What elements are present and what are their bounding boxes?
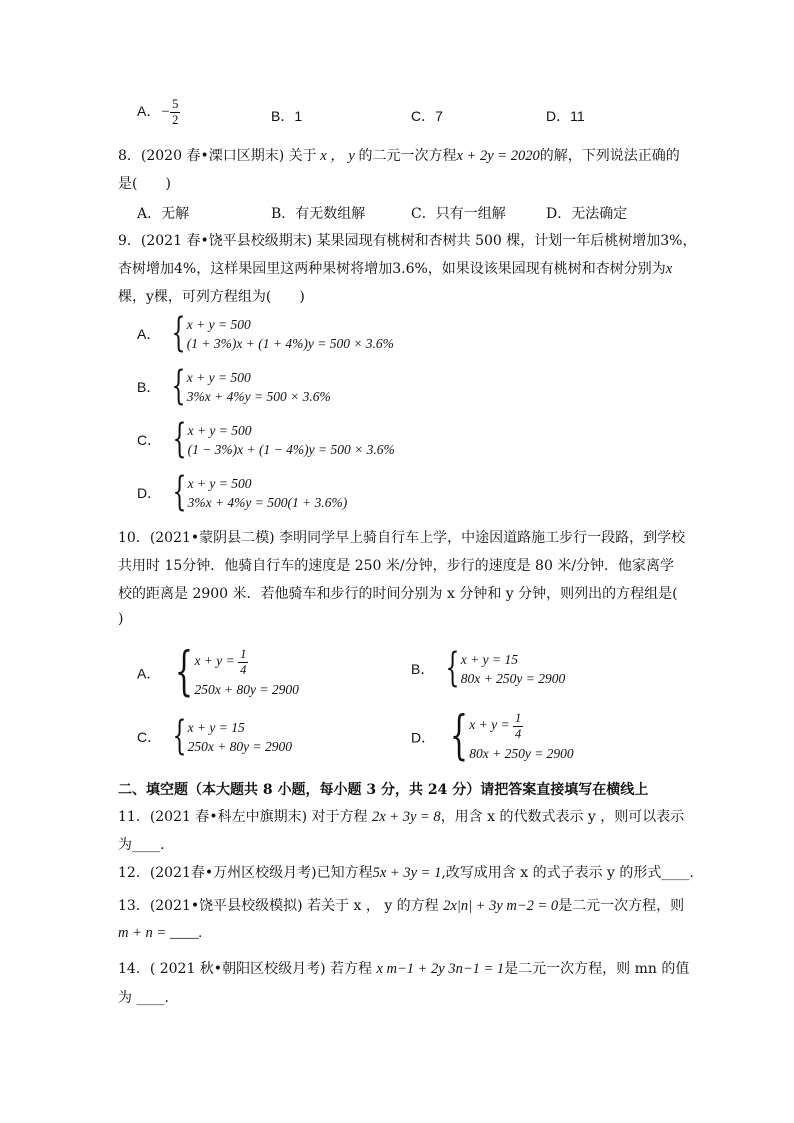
- q8-line-2: 是( ): [118, 176, 171, 192]
- q8-option-a: A．无解: [137, 206, 190, 222]
- q9-option-b: B． { x + y = 500 3%x + 4%y = 500 × 3.6%: [137, 363, 331, 409]
- q10-option-a: A． { x + y = $\frac{1}{4}$ 250x + 80y = 2900: [137, 642, 299, 702]
- q8-line-1: 8．(2020 春•溧口区期末) 关于 x ， y 的二元一次方程x + 2y = 2020的解，下列说法正确的: [118, 148, 680, 164]
- q8-option-d: D．无法确定: [546, 206, 628, 222]
- q14-line-2: 为 ____.: [118, 990, 169, 1006]
- q10-line-3: 校的距离是 2900 米．若他骑车和步行的时间分别为 x 分钟和 y 分钟，则列出的方程组是(: [118, 586, 678, 602]
- q11-line-1: 11．(2021 春•科左中旗期末) 对于方程 2x + 3y = 8，用含 x 的代数式表示 y ，则可以表示: [118, 809, 685, 825]
- q14-line-1: 14．( 2021 秋•朝阳区校级月考) 若方程 x m−1 + 2y 3n−1 = 1是二元一次方程，则 mn 的值: [118, 961, 690, 977]
- q10-line-1: 10．(2021•蒙阴县二模) 李明同学早上骑自行车上学，中途因道路施工步行一段路，到学校: [118, 530, 686, 546]
- q13-line-1: 13．(2021•饶平县校级模拟) 若关于 x ， y 的方程 2x|n| + 3y m−2 = 0是二元一次方程，则: [118, 898, 685, 914]
- q10-option-b: B． { x + y = 15 80x + 250y = 2900: [411, 645, 566, 691]
- q9-option-a: A． { x + y = 500 (1 + 3%)x + (1 + 4%)y = 500 × 3.6%: [137, 310, 394, 356]
- q7-option-a: A．− $\frac{5}{2}$: [137, 97, 179, 127]
- q9-option-d: D． { x + y = 500 3%x + 4%y = 500(1 + 3.6%): [137, 469, 348, 515]
- q8-option-b: B．有无数组解: [271, 206, 366, 222]
- q8-option-c: C．只有一组解: [411, 206, 506, 222]
- q7-option-b: B．1: [271, 108, 303, 124]
- q10-line-4: ): [118, 611, 124, 627]
- q7-option-c: C．7: [411, 108, 443, 124]
- q7-option-d: D．11: [546, 108, 585, 124]
- q10-option-c: C． { x + y = 15 250x + 80y = 2900: [137, 713, 293, 759]
- q9-line-3: 棵，y棵，可列方程组为( ): [118, 289, 305, 305]
- q7-option-a-fraction: $\frac{5}{2}$: [172, 97, 179, 127]
- q10-option-d: D． { x + y = $\frac{1}{4}$ 80x + 250y = 2900: [411, 706, 574, 766]
- section-2-heading: 二、填空题（本大题共 8 小题，每小题 3 分，共 24 分）请把答案直接填写在横线上: [118, 782, 649, 798]
- q11-line-2: 为____.: [118, 837, 165, 853]
- q13-line-2: m + n = ____.: [118, 925, 203, 941]
- q9-option-c: C． { x + y = 500 (1 − 3%)x + (1 − 4%)y = 500 × 3.6%: [137, 416, 395, 462]
- q9-line-2: 杏树增加4%，这样果园里这两种果树将增加3.6%，如果设该果园现有桃树和杏树分别为x: [118, 261, 673, 277]
- q12-line-1: 12．(2021春•万州区校级月考)已知方程5x + 3y = 1,改写成用含 x 的式子表示 y 的形式____.: [118, 865, 694, 881]
- q9-line-1: 9．(2021 春•饶平县校级期末) 某果园现有桃树和杏树共 500 棵，计划一年后桃树增加3%，: [118, 233, 697, 249]
- q10-line-2: 共用时 15分钟．他骑自行车的速度是 250 米/分钟，步行的速度是 80 米/分钟．他家离学: [118, 558, 675, 574]
